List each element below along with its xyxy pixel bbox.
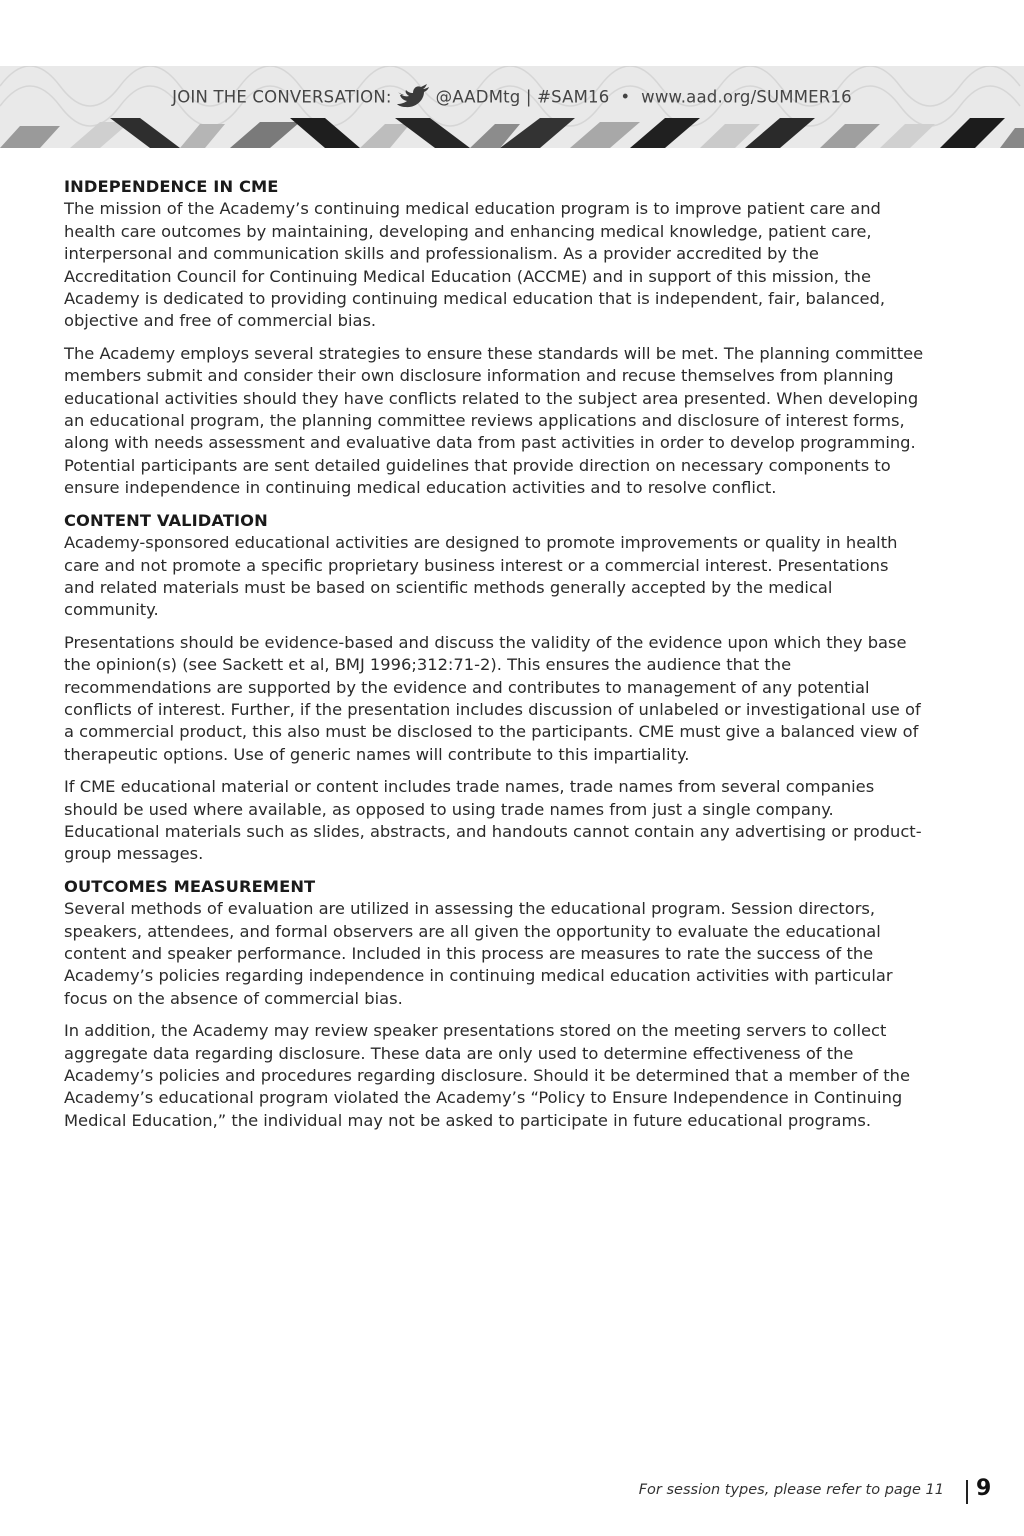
- paragraph: If CME educational material or content includes trade names, trade names from several companies should be used where available, as opposed to using trade names from just a single company. Educational materials such as slides, abstracts, and handouts cannot contain any advertising or product-group messages.: [64, 777, 922, 864]
- section-heading: CONTENT VALIDATION: [64, 510, 268, 530]
- paragraph: Several methods of evaluation are utilized in assessing the educational program. Session directors, speakers, attendees, and formal observers are all given the opportunity to evaluate the educational content and speaker performance. Included in this process are measures to rate the success of the Academy’s policies regarding independence in continuing medical education activities with particular focus on the absence of commercial bias.: [64, 899, 893, 1008]
- session-types-note: For session types, please refer to page 11: [638, 1482, 944, 1498]
- paragraph: Academy-sponsored educational activities are designed to promote improvements or quality in health care and not promote a specific proprietary business interest or a commercial interest. Presentations and related materials must be based on scientific methods generally accepted by the medical community.: [64, 533, 898, 620]
- website-url[interactable]: www.aad.org/SUMMER16: [641, 87, 852, 107]
- paragraph: In addition, the Academy may review speaker presentations stored on the meeting servers to collect aggregate data regarding disclosure. These data are only used to determine effectiveness of the Academy’s policies and procedures regarding disclosure. Should it be determined that a member of the Academy’s educational program violated the Academy’s “Policy to Ensure Independence in Continuing Medical Education,” the individual may not be asked to participate in future educational programs.: [64, 1021, 910, 1130]
- twitter-bird-icon: [396, 84, 430, 112]
- paragraph: Presentations should be evidence-based and discuss the validity of the evidence upon which they base the opinion(s) (see Sackett et al, BMJ 1996;312:71-2). This ensures the audience that the recommendations are supported by the evidence and contributes to management of any potential conflicts of interest. Further, if the presentation includes discussion of unlabeled or investigational use of a commercial product, this also must be disclosed to the participants. CME must give a balanced view of therapeutic options. Use of generic names will contribute to this impartiality.: [64, 632, 921, 764]
- section-heading: INDEPENDENCE IN CME: [64, 177, 279, 196]
- paragraph: The mission of the Academy’s continuing medical education program is to improve patient care and health care outcomes by maintaining, developing and enhancing medical knowledge, patient care, interpersonal and communication skills and professionalism. As a provider accredited by the Accreditation Council for Continuing Medical Education (ACCME) and in support of this mission, the Academy is dedicated to providing continuing medical education that is independent, fair, balanced, objective and free of commercial bias.: [64, 199, 886, 331]
- section-outcomes-measurement: [64, 876, 924, 1132]
- section-heading: OUTCOMES MEASUREMENT: [64, 876, 316, 896]
- paragraph: The Academy employs several strategies to ensure these standards will be met. The planning committee members submit and consider their own disclosure information and recuse themselves from planning educational activities should they have conflicts related to the subject area presented. When developing an educational program, the planning committee reviews applications and disclosure of interest forms, along with needs assessment and evaluative data from past activities in order to develop programming. Potential participants are sent detailed guidelines that provide direction on necessary components to ensure independence in continuing medical education activities and to resolve conflict.: [64, 343, 924, 498]
- join-conversation-line: [0, 84, 1024, 112]
- main-content: [64, 176, 924, 1142]
- section-content-validation: [64, 510, 924, 866]
- page-number: 9: [976, 1476, 992, 1501]
- handle-hashtag: @AADMtg | #SAM16: [435, 87, 610, 107]
- bullet-separator: •: [620, 87, 631, 107]
- join-label: JOIN THE CONVERSATION:: [172, 87, 392, 107]
- footer-divider: [966, 1480, 968, 1504]
- section-independence: [64, 176, 924, 500]
